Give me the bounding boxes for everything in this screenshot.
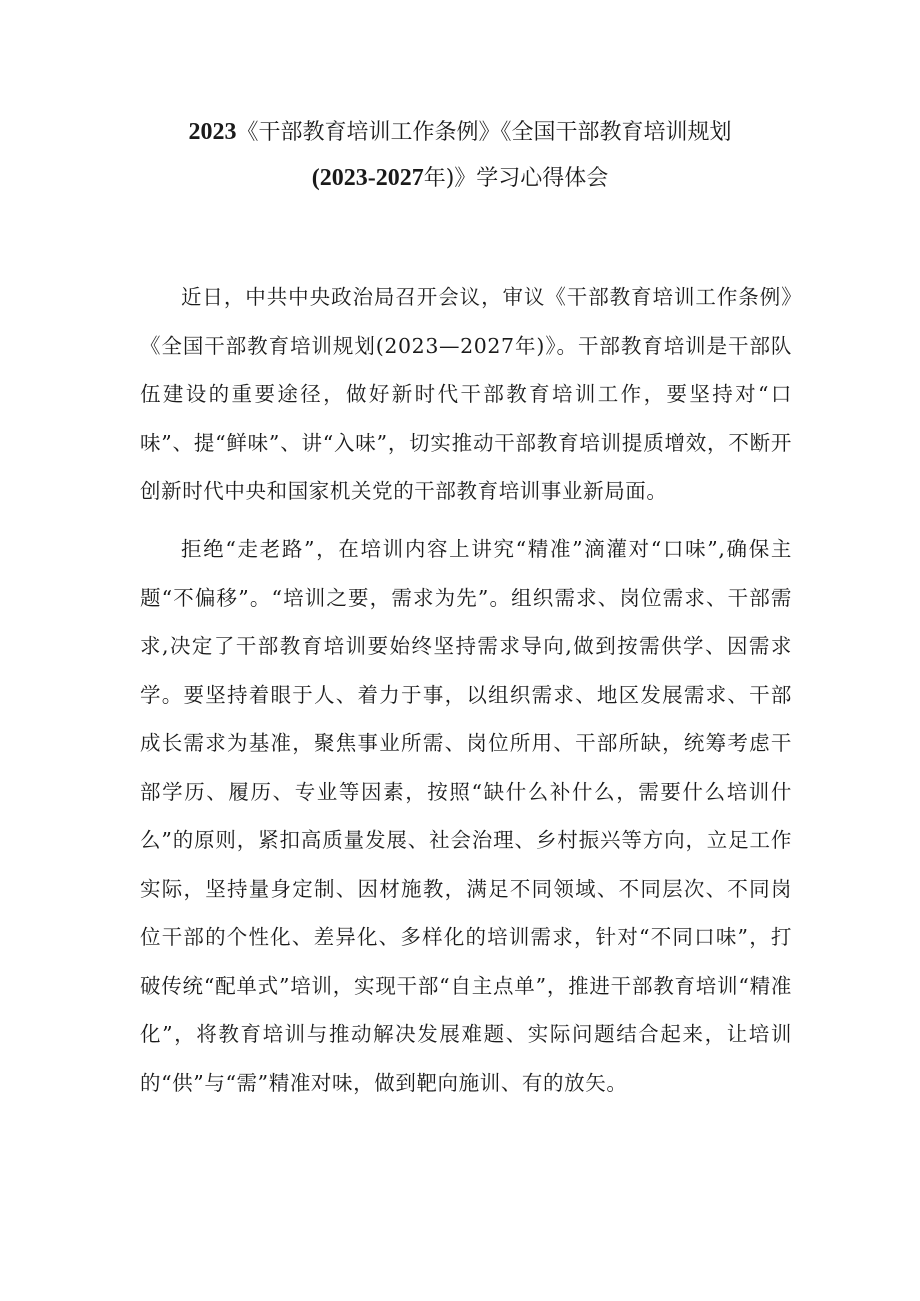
document-title-line-2 bbox=[100, 163, 820, 194]
title-years: (2023-2027 bbox=[311, 165, 424, 191]
title-text-2: 年)》学习心得体会 bbox=[423, 166, 609, 191]
title-year: 2023 bbox=[188, 119, 237, 145]
document-title-line-1 bbox=[100, 117, 820, 148]
paragraph-intro: 近日，中共中央政治局召开会议，审议《干部教育培训工作条例》《全国干部教育培训规划(2023—2027年)》。干部教育培训是干部队伍建设的重要途径，做好新时代干部教育培训工作，要坚持对“口味”、提“鲜味”、讲“入味”，切实推动干部教育培训提质增效，不断开创新时代中央和国家机关党的干部教育培训事业新局面。 bbox=[140, 285, 792, 503]
paragraph-content: 拒绝“走老路”，在培训内容上讲究“精准”滴灌对“口味”,确保主题“不偏移”。“培训之要，需求为先”。组织需求、岗位需求、干部需求,决定了干部教育培训要始终坚持需求导向,做到按需供学、因需求学。要坚持着眼于人、着力于事，以组织需求、地区发展需求、干部成长需求为基准，聚焦事业所需、岗位所用、干部所缺，统筹考虑干部学历、履历、专业等因素，按照“缺什么补什么，需要什么培训什么”的原则，紧扣高质量发展、社会治理、乡村振兴等方向，立足工作实际，坚持量身定制、因材施教，满足不同领域、不同层次、不同岗位干部的个性化、差异化、多样化的培训需求，针对“不同口味”，打破传统“配单式”培训，实现干部“自主点单”，推进干部教育培训“精准化”，将教育培训与推动解决发展难题、实际问题结合起来，让培训的“供”与“需”精准对味，做到靶向施训、有的放矢。 bbox=[140, 537, 792, 1095]
title-text-1: 《干部教育培训工作条例》《全国干部教育培训规划 bbox=[236, 120, 732, 145]
